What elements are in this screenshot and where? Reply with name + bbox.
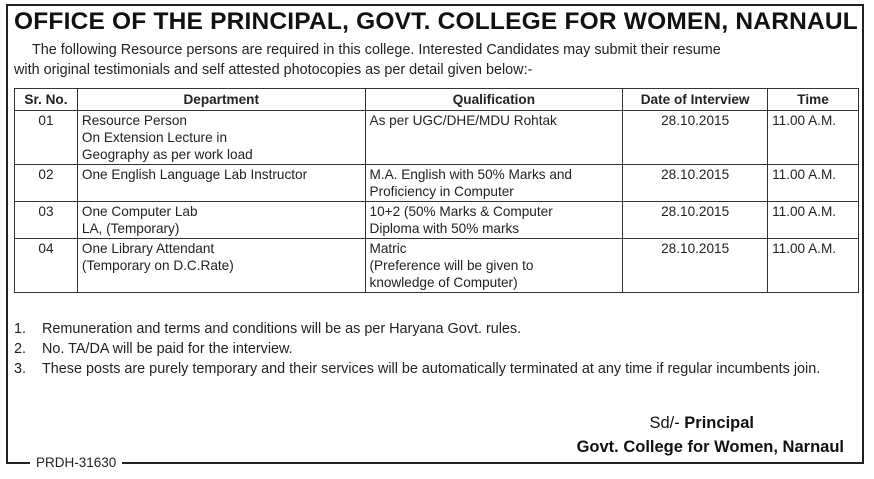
cell-department	[77, 239, 365, 293]
department-line: On Extension Lecture in	[81, 130, 228, 145]
header-department: Department	[77, 89, 365, 111]
table-row	[15, 111, 859, 165]
cell-time: 11.00 A.M.	[768, 111, 859, 165]
department-line: LA, (Temporary)	[81, 221, 180, 236]
signature-sd: Sd/-	[649, 414, 680, 432]
qualification-line: 10+2 (50% Marks & Computer	[369, 204, 553, 219]
note-item	[14, 320, 860, 338]
cell-date: 28.10.2015	[623, 111, 768, 165]
qualification-line: Proficiency in Computer	[369, 184, 514, 199]
posts-table	[14, 88, 859, 293]
cell-qualification	[365, 202, 623, 239]
intro-paragraph	[14, 40, 860, 80]
department-line: Resource Person	[81, 113, 187, 128]
cell-date: 28.10.2015	[623, 202, 768, 239]
table-header-row	[15, 89, 859, 111]
department-line: Geography as per work load	[81, 147, 253, 162]
note-item	[14, 360, 860, 378]
qualification-line: As per UGC/DHE/MDU Rohtak	[369, 113, 557, 128]
department-line: One Library Attendant	[81, 241, 215, 256]
department-line: (Temporary on D.C.Rate)	[81, 258, 234, 273]
cell-qualification	[365, 111, 623, 165]
cell-time: 11.00 A.M.	[768, 239, 859, 293]
cell-qualification	[365, 239, 623, 293]
department-line: One English Language Lab Instructor	[81, 167, 308, 182]
note-text: No. TA/DA will be paid for the interview.	[42, 341, 293, 357]
cell-time: 11.00 A.M.	[768, 165, 859, 202]
note-number: 3.	[14, 361, 27, 377]
cell-date: 28.10.2015	[623, 165, 768, 202]
header-sr-no: Sr. No.	[15, 89, 78, 111]
header-time: Time	[768, 89, 859, 111]
intro-line: The following Resource persons are required in this college. Interested Candidates may submit their resume	[32, 42, 721, 58]
cell-qualification	[365, 165, 623, 202]
qualification-line: Matric	[369, 241, 407, 256]
cell-time: 11.00 A.M.	[768, 202, 859, 239]
table-row	[15, 165, 859, 202]
cell-sr: 03	[15, 202, 78, 239]
note-text: Remuneration and terms and conditions will be as per Haryana Govt. rules.	[42, 321, 522, 337]
signature-block	[577, 411, 844, 459]
cell-date: 28.10.2015	[623, 239, 768, 293]
qualification-line: knowledge of Computer)	[369, 275, 518, 290]
cell-sr: 01	[15, 111, 78, 165]
department-line: One Computer Lab	[81, 204, 198, 219]
header-qualification: Qualification	[365, 89, 623, 111]
note-number: 1.	[14, 321, 27, 337]
signature-title: Principal	[684, 414, 754, 432]
note-text: These posts are purely temporary and their services will be automatically terminated at any time if regular incumbents join.	[42, 361, 821, 377]
qualification-line: (Preference will be given to	[369, 258, 534, 273]
notice-heading: OFFICE OF THE PRINCIPAL, GOVT. COLLEGE FOR WOMEN, NARNAUL	[14, 8, 858, 35]
qualification-line: M.A. English with 50% Marks and	[369, 167, 572, 182]
table-row	[15, 239, 859, 293]
header-date: Date of Interview	[623, 89, 768, 111]
release-code: PRDH-31630	[30, 455, 122, 470]
cell-sr: 04	[15, 239, 78, 293]
cell-sr: 02	[15, 165, 78, 202]
note-number: 2.	[14, 341, 27, 357]
intro-line: with original testimonials and self attested photocopies as per detail given below:-	[14, 62, 533, 78]
cell-department	[77, 111, 365, 165]
note-item	[14, 340, 860, 358]
signature-org: Govt. College for Women, Narnaul	[576, 438, 844, 456]
cell-department	[77, 202, 365, 239]
notes-list	[14, 320, 860, 380]
qualification-line: Diploma with 50% marks	[369, 221, 520, 236]
cell-department	[77, 165, 365, 202]
table-row	[15, 202, 859, 239]
